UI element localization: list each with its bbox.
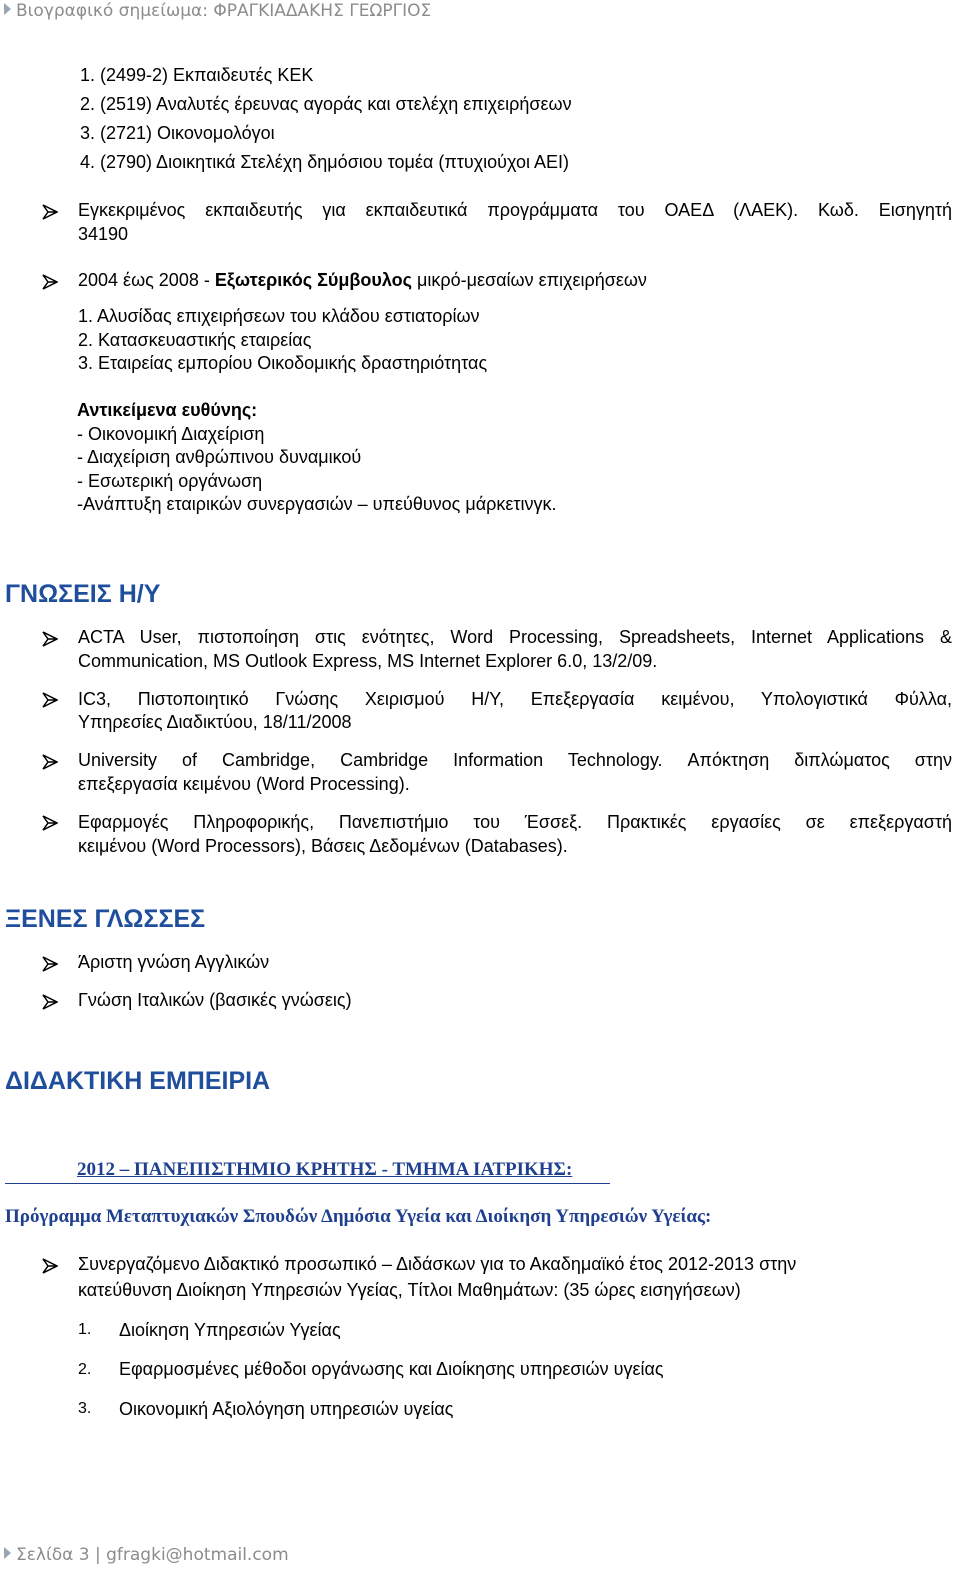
code-item: 3. (2721) Οικονομολόγοι xyxy=(80,123,275,143)
duty-item: -Ανάπτυξη εταιρικών συνεργασιών – υπεύθυνος μάρκετινγκ. xyxy=(77,494,557,514)
course-number: 1. xyxy=(78,1321,92,1338)
computer-item-line2: κειμένου (Word Processors), Βάσεις Δεδομένων (Databases). xyxy=(78,836,568,856)
teaching-role-line2: κατεύθυνση Διοίκηση Υπηρεσιών Υγείας, Τίτλοι Μαθημάτων: (35 ώρες εισηγήσεων) xyxy=(78,1280,741,1300)
duty-item: - Διαχείριση ανθρώπινου δυναμικού xyxy=(77,447,362,467)
company-item: 3. Εταιρείας εμπορίου Οικοδομικής δραστηριότητας xyxy=(78,353,488,373)
duties-title: Αντικείμενα ευθύνης: xyxy=(77,400,258,420)
duty-item: - Οικονομική Διαχείριση xyxy=(77,424,265,444)
computer-item-line1: Εφαρμογές Πληροφορικής, Πανεπιστήμιο του Έσσεξ. Πρακτικές εργασίες σε επεξεργαστή xyxy=(78,812,952,832)
company-item: 1. Αλυσίδας επιχειρήσεων του κλάδου εστιατορίων xyxy=(78,306,480,326)
code-item: 1. (2499-2) Εκπαιδευτές ΚΕΚ xyxy=(80,65,314,85)
footer-separator: | xyxy=(94,1545,101,1565)
company-item: 2. Κατασκευαστικής εταιρείας xyxy=(78,330,312,350)
trainer-line1: Εγκεκριμένος εκπαιδευτής για εκπαιδευτικά προγράμματα του ΟΑΕΔ (ΛΑΕΚ). Κωδ. Εισηγητή xyxy=(78,200,952,220)
trainer-line2: 34190 xyxy=(78,224,129,244)
arrow-bullet-icon xyxy=(42,754,58,770)
course-title: Διοίκηση Υπηρεσιών Υγείας xyxy=(119,1320,341,1340)
computer-item-line1: University of Cambridge, Cambridge Information Technology. Απόκτηση διπλώματος στην xyxy=(78,750,952,770)
consultant-rest: μικρό-μεσαίων επιχειρήσεων xyxy=(411,270,647,290)
duty-item: - Εσωτερική οργάνωση xyxy=(77,471,263,491)
course-title: Εφαρμοσμένες μέθοδοι οργάνωσης και Διοίκησης υπηρεσιών υγείας xyxy=(119,1359,664,1379)
footer-page: Σελίδα 3 xyxy=(16,1545,90,1565)
arrow-bullet-icon xyxy=(42,631,58,647)
header-title: Βιογραφικό σημείωμα: ΦΡΑΓΚΙΑΔΑΚΗΣ ΓΕΩΡΓΙΟΣ xyxy=(16,1,432,21)
consultant-years: 2004 έως 2008 - xyxy=(78,270,215,290)
arrow-bullet-icon xyxy=(42,815,58,831)
teaching-heading: ΔΙΔΑΚΤΙΚΗ ΕΜΠΕΙΡΙΑ xyxy=(5,1067,271,1095)
course-number: 2. xyxy=(78,1361,92,1378)
footer-arrow-icon xyxy=(4,1547,11,1559)
consultant-role: Εξωτερικός Σύμβουλος xyxy=(214,270,412,290)
teaching-role-line1: Συνεργαζόμενο Διδακτικό προσωπικό – Διδάσκων για το Ακαδημαϊκό έτος 2012-2013 στην xyxy=(78,1254,797,1274)
language-item: Άριστη γνώση Αγγλικών xyxy=(78,952,270,972)
arrow-bullet-icon xyxy=(42,956,58,972)
teaching-program: Πρόγραμμα Μεταπτυχιακών Σπουδών Δημόσια Υγεία και Διοίκηση Υπηρεσιών Υγείας: xyxy=(5,1206,712,1227)
languages-heading: ΞΕΝΕΣ ΓΛΩΣΣΕΣ xyxy=(5,905,206,933)
code-item: 4. (2790) Διοικητικά Στελέχη δημόσιου τομέα (πτυχιούχοι ΑΕΙ) xyxy=(80,152,569,172)
arrow-bullet-icon xyxy=(42,1258,58,1274)
arrow-bullet-icon xyxy=(42,692,58,708)
computer-item-line2: επεξεργασία κειμένου (Word Processing). xyxy=(78,774,410,794)
consultant-line xyxy=(78,270,647,291)
code-item: 2. (2519) Αναλυτές έρευνας αγοράς και στελέχη επιχειρήσεων xyxy=(80,94,572,114)
arrow-bullet-icon xyxy=(42,994,58,1010)
computer-heading: ΓΝΩΣΕΙΣ Η/Υ xyxy=(5,580,161,608)
teaching-institution: 2012 – ΠΑΝΕΠΙΣΤΗΜΙΟ ΚΡΗΤΗΣ - ΤΜΗΜΑ ΙΑΤΡΙΚΗΣ: xyxy=(77,1159,573,1180)
page-footer xyxy=(4,1545,289,1565)
computer-item-line2: Υπηρεσίες Διαδικτύου, 18/11/2008 xyxy=(78,712,352,732)
footer-email[interactable]: gfragki@hotmail.com xyxy=(106,1545,289,1565)
computer-item-line2: Communication, MS Outlook Express, MS Internet Explorer 6.0, 13/2/09. xyxy=(78,651,658,671)
arrow-bullet-icon xyxy=(42,204,58,220)
page-header xyxy=(4,1,431,21)
course-number: 3. xyxy=(78,1400,92,1417)
language-item: Γνώση Ιταλικών (βασικές γνώσεις) xyxy=(78,990,352,1010)
arrow-bullet-icon xyxy=(42,274,58,290)
computer-item-line1: IC3, Πιστοποιητικό Γνώσης Χειρισμού Η/Υ, Επεξεργασία κειμένου, Υπολογιστικά Φύλλα, xyxy=(78,689,952,709)
header-arrow-icon xyxy=(4,3,11,15)
course-title: Οικονομική Αξιολόγηση υπηρεσιών υγείας xyxy=(119,1399,454,1419)
computer-item-line1: ACTA User, πιστοποίηση στις ενότητες, Word Processing, Spreadsheets, Internet Applications & xyxy=(78,627,952,647)
